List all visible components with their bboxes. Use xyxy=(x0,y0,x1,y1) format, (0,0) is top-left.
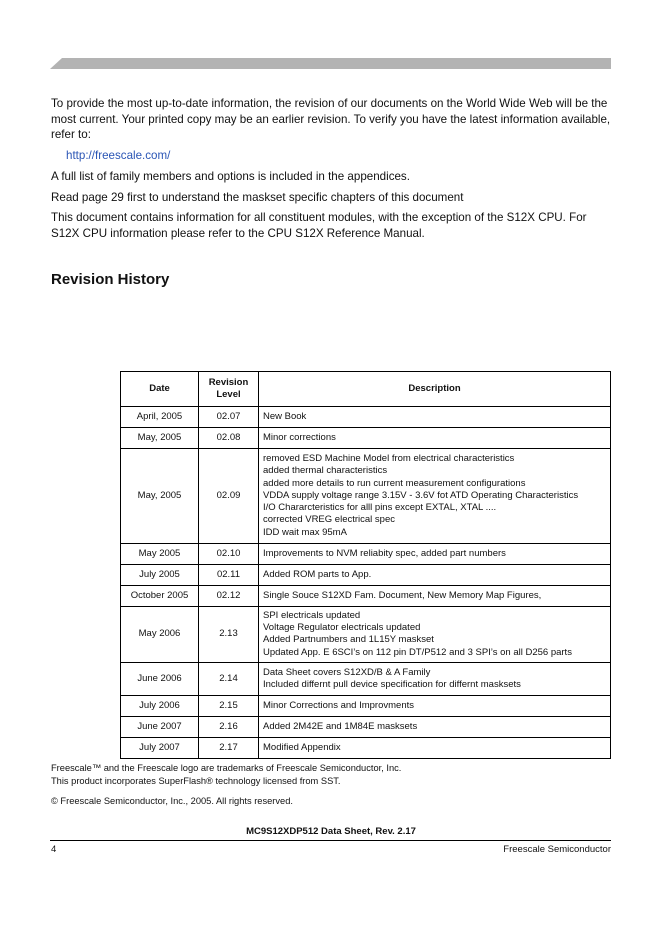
revision-date: May 2005 xyxy=(121,544,199,565)
revision-date: July 2007 xyxy=(121,737,199,758)
revision-level: 2.17 xyxy=(199,737,259,758)
revision-description xyxy=(259,428,611,449)
table-row xyxy=(121,662,611,695)
description-line: New Book xyxy=(263,410,307,422)
revision-level: 2.16 xyxy=(199,716,259,737)
table-row xyxy=(121,716,611,737)
column-header-revision: Revision Level xyxy=(199,372,259,407)
revision-description xyxy=(259,607,611,663)
description-line: Improvements to NVM reliabity spec, added part numbers xyxy=(263,547,506,559)
description-line: VDDA supply voltage range 3.15V - 3.6V fot ATD Operating Characteristics xyxy=(263,489,579,501)
revision-level: 02.11 xyxy=(199,565,259,586)
header-decoration-bar xyxy=(50,58,611,69)
intro-paragraph-family: A full list of family members and options is included in the appendices. xyxy=(51,170,410,183)
description-line: Included differnt pull device specification for differnt masksets xyxy=(263,678,521,690)
description-line: I/O Chararcteristics for alll pins except EXTAL, XTAL .... xyxy=(263,502,497,514)
trademark-note: Freescale™ and the Freescale logo are trademarks of Freescale Semiconductor, Inc. xyxy=(51,763,402,773)
revision-history-table xyxy=(120,371,611,759)
revision-level: 2.14 xyxy=(199,662,259,695)
revision-level: 02.10 xyxy=(199,544,259,565)
revision-date: June 2006 xyxy=(121,662,199,695)
revision-date: July 2006 xyxy=(121,695,199,716)
revision-level: 02.09 xyxy=(199,449,259,544)
table-row xyxy=(121,737,611,758)
intro-paragraph-update: To provide the most up-to-date information, the revision of our documents on the World Wide Web will be the most current. Your printed copy may be an earlier revision. To verify you have the latest information available, refer to: xyxy=(51,97,611,141)
description-line: removed ESD Machine Model from electrical characteristics xyxy=(263,453,515,465)
revision-history-heading: Revision History xyxy=(51,271,170,288)
revision-date: July 2005 xyxy=(121,565,199,586)
freescale-link[interactable]: http://freescale.com/ xyxy=(66,148,171,162)
revision-level: 2.13 xyxy=(199,607,259,663)
table-row xyxy=(121,428,611,449)
footer-company: Freescale Semiconductor xyxy=(503,844,611,855)
column-header-date: Date xyxy=(121,372,199,407)
footer-divider xyxy=(50,840,611,841)
table-row xyxy=(121,586,611,607)
revision-description xyxy=(259,407,611,428)
table-row xyxy=(121,607,611,663)
description-line: Modified Appendix xyxy=(263,741,341,753)
revision-level: 2.15 xyxy=(199,695,259,716)
description-line: Voltage Regulator electricals updated xyxy=(263,622,421,634)
revision-date: May 2006 xyxy=(121,607,199,663)
table-row xyxy=(121,565,611,586)
revision-level: 02.12 xyxy=(199,586,259,607)
description-line: added more details to run current measurement configurations xyxy=(263,477,526,489)
page-number: 4 xyxy=(51,844,57,855)
revision-description xyxy=(259,586,611,607)
revision-level: 02.08 xyxy=(199,428,259,449)
description-line: Single Souce S12XD Fam. Document, New Memory Map Figures, xyxy=(263,589,542,601)
description-line: corrected VREG electrical spec xyxy=(263,514,395,526)
revision-date: April, 2005 xyxy=(121,407,199,428)
description-line: Added 2M42E and 1M84E masksets xyxy=(263,720,418,732)
revision-date: May, 2005 xyxy=(121,428,199,449)
description-line: Added ROM parts to App. xyxy=(263,568,372,580)
description-line: added thermal characteristics xyxy=(263,465,388,477)
header-bar-shape xyxy=(50,58,611,69)
table-row xyxy=(121,449,611,544)
description-line: IDD wait max 95mA xyxy=(263,526,347,538)
footnotes xyxy=(51,762,401,808)
description-line: Minor Corrections and Improvments xyxy=(263,699,414,711)
revision-level: 02.07 xyxy=(199,407,259,428)
description-line: Added Partnumbers and 1L15Y maskset xyxy=(263,634,434,646)
revision-date: October 2005 xyxy=(121,586,199,607)
table-header-row xyxy=(121,372,611,407)
revision-date: May, 2005 xyxy=(121,449,199,544)
revision-table-body xyxy=(121,407,611,759)
superflash-note: This product incorporates SuperFlash® technology licensed from SST. xyxy=(51,776,341,786)
revision-description xyxy=(259,544,611,565)
description-line: SPI electricals updated xyxy=(263,610,361,621)
revision-date: June 2007 xyxy=(121,716,199,737)
revision-description xyxy=(259,737,611,758)
column-header-description: Description xyxy=(259,372,611,407)
revision-description xyxy=(259,662,611,695)
description-line: Updated App. E 6SCI’s on 112 pin DT/P512 and 3 SPI’s on all D256 parts xyxy=(263,646,572,658)
intro-paragraph-modules: This document contains information for all constituent modules, with the exception of the S12X CPU. For S12X CPU information please refer to the CPU S12X Reference Manual. xyxy=(51,211,587,240)
table-row xyxy=(121,695,611,716)
revision-description xyxy=(259,565,611,586)
intro-paragraph-maskset: Read page 29 first to understand the maskset specific chapters of this document xyxy=(51,190,464,204)
description-line: Data Sheet covers S12XD/B & A Family xyxy=(263,666,431,678)
table-row xyxy=(121,407,611,428)
revision-description xyxy=(259,449,611,544)
description-line: Minor corrections xyxy=(263,431,336,443)
revision-description xyxy=(259,695,611,716)
table-row xyxy=(121,544,611,565)
footer-document-title: MC9S12XDP512 Data Sheet, Rev. 2.17 xyxy=(246,826,416,837)
copyright-note: © Freescale Semiconductor, Inc., 2005. All rights reserved. xyxy=(51,796,293,806)
revision-description xyxy=(259,716,611,737)
intro-section xyxy=(51,96,613,246)
